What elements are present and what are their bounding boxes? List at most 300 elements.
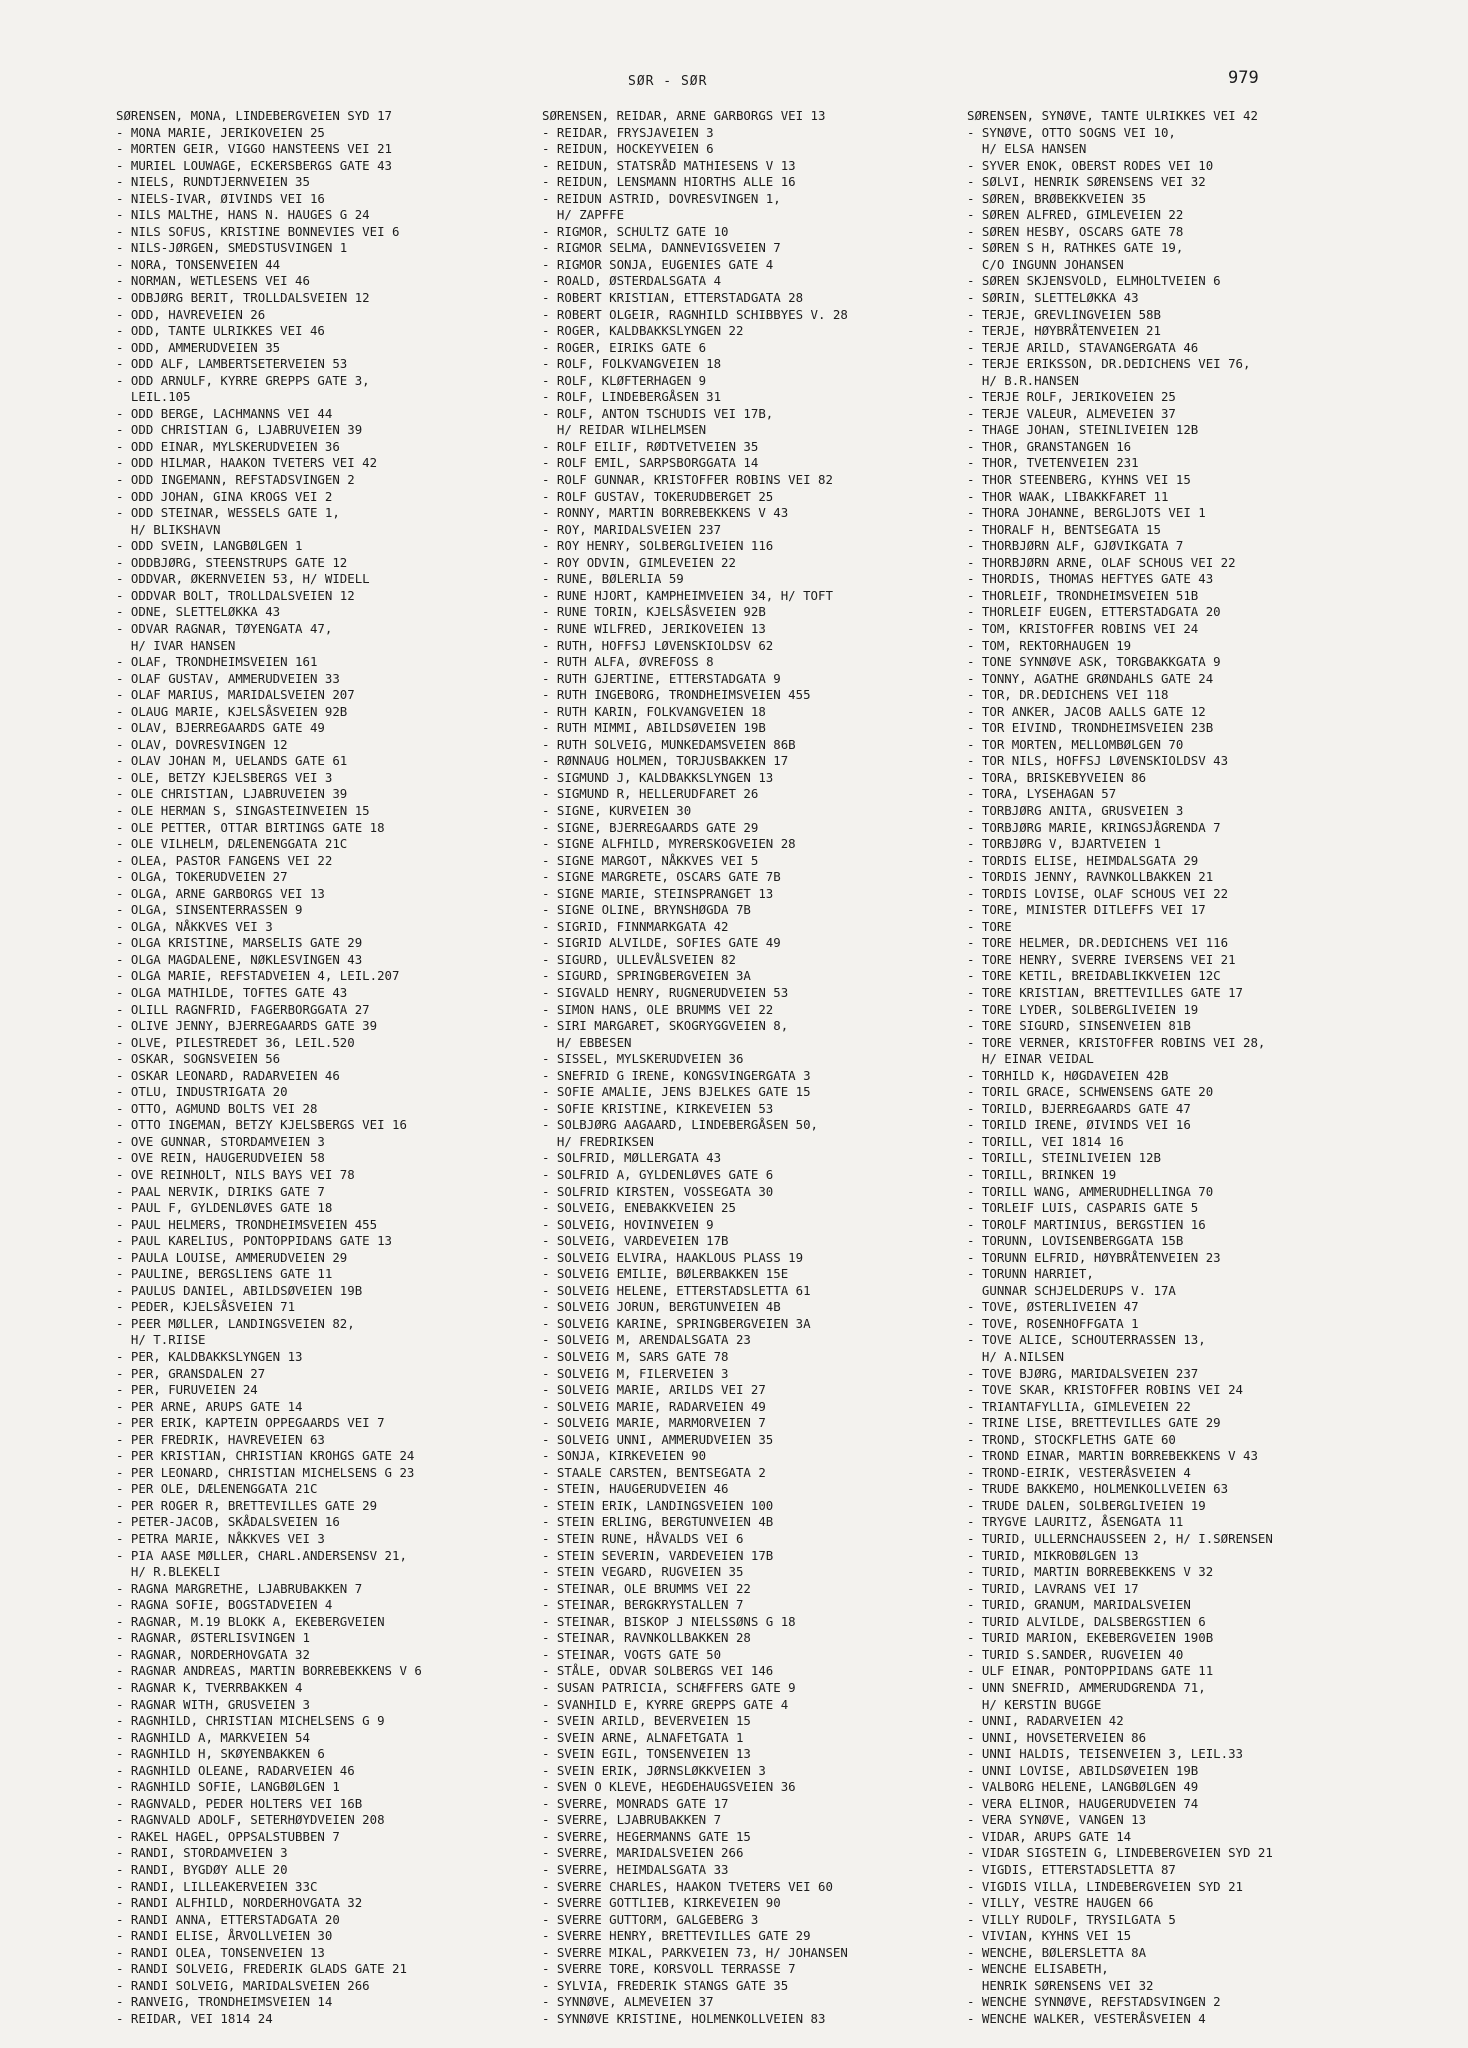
directory-entry: - OLGA MATHILDE, TOFTES GATE 43	[116, 984, 348, 1000]
directory-entry: - TOVE, ØSTERLIVEIEN 47	[967, 1299, 1139, 1315]
directory-entry: - SVERRE, HEIMDALSGATA 33	[542, 1861, 729, 1877]
directory-entry: - SIGNE MARGOT, NÅKKVES VEI 5	[542, 852, 759, 868]
directory-entry: - TERJE ERIKSSON, DR.DEDICHENS VEI 76,	[967, 356, 1251, 372]
directory-entry: - SYLVIA, FREDERIK STANGS GATE 35	[542, 1977, 789, 1993]
directory-entry: - SIGURD, SPRINGBERGVEIEN 3A	[542, 968, 751, 984]
directory-entry: - TORILD IRENE, ØIVINDS VEI 16	[967, 1117, 1191, 1133]
directory-entry: - TOR, DR.DEDICHENS VEI 118	[967, 687, 1169, 703]
directory-entry: - SVERRE, MARIDALSVEIEN 266	[542, 1845, 744, 1861]
directory-entry: - TERJE VALEUR, ALMEVEIEN 37	[967, 405, 1176, 421]
directory-entry: - SØREN, BRØBEKKVEIEN 35	[967, 190, 1147, 206]
directory-entry: - TORE LYDER, SOLBERGLIVEIEN 19	[967, 1001, 1199, 1017]
directory-entry: - ODD JOHAN, GINA KROGS VEI 2	[116, 488, 333, 504]
directory-column-1	[116, 108, 422, 2027]
directory-entry: - ROGER, KALDBAKKSLYNGEN 22	[542, 323, 744, 339]
directory-entry: - THOR, TVETENVEIEN 231	[967, 455, 1139, 471]
directory-entry: - TRUDE BAKKEMO, HOLMENKOLLVEIEN 63	[967, 1481, 1229, 1497]
directory-entry: - THORA JOHANNE, BERGLJOTS VEI 1	[967, 505, 1206, 521]
directory-entry: - UNNI LOVISE, ABILDSØVEIEN 19B	[967, 1762, 1199, 1778]
directory-entry: - TRUDE DALEN, SOLBERGLIVEIEN 19	[967, 1497, 1206, 1513]
directory-entry: - NORA, TONSENVEIEN 44	[116, 256, 281, 272]
directory-entry: - SYNNØVE KRISTINE, HOLMENKOLLVEIEN 83	[542, 2010, 826, 2026]
directory-entry: - SYNNØVE, ALMEVEIEN 37	[542, 1994, 714, 2010]
directory-entry: - ROLF EILIF, RØDTVETVEIEN 35	[542, 438, 759, 454]
directory-entry: - THAGE JOHAN, STEINLIVEIEN 12B	[967, 422, 1199, 438]
directory-entry: - STAALE CARSTEN, BENTSEGATA 2	[542, 1464, 766, 1480]
directory-entry: - RANDI, STORDAMVEIEN 3	[116, 1845, 288, 1861]
directory-entry: - TORE HELMER, DR.DEDICHENS VEI 116	[967, 935, 1229, 951]
directory-entry: - STEIN VEGARD, RUGVEIEN 35	[542, 1564, 744, 1580]
directory-entry: - UNNI, RADARVEIEN 42	[967, 1713, 1124, 1729]
directory-entry: - OLEA, PASTOR FANGENS VEI 22	[116, 852, 333, 868]
directory-entry: - TERJE ARILD, STAVANGERGATA 46	[967, 339, 1199, 355]
directory-entry: - SØREN S H, RATHKES GATE 19,	[967, 240, 1184, 256]
directory-entry: - UNNI, HOVSETERVEIEN 86	[967, 1729, 1147, 1745]
directory-entry: - PER, FURUVEIEN 24	[116, 1382, 258, 1398]
directory-entry: - VIDAR SIGSTEIN G, LINDEBERGVEIEN SYD 21	[967, 1845, 1273, 1861]
directory-entry: - VERA SYNØVE, VANGEN 13	[967, 1812, 1147, 1828]
directory-entry: - THOR STEENBERG, KYHNS VEI 15	[967, 472, 1191, 488]
directory-entry: - PETER-JACOB, SKÅDALSVEIEN 16	[116, 1514, 340, 1530]
directory-entry: - REIDUN, STATSRÅD MATHIESENS V 13	[542, 157, 796, 173]
directory-entry: - RIGMOR SELMA, DANNEVIGSVEIEN 7	[542, 240, 781, 256]
directory-entry: - TOVE SKAR, KRISTOFFER ROBINS VEI 24	[967, 1382, 1244, 1398]
directory-entry: - TORLEIF LUIS, CASPARIS GATE 5	[967, 1200, 1199, 1216]
directory-entry: - SØRIN, SLETTELØKKA 43	[967, 290, 1139, 306]
directory-entry: - SOLVEIG, HOVINVEIEN 9	[542, 1216, 714, 1232]
directory-entry: - TURID, GRANUM, MARIDALSVEIEN	[967, 1597, 1191, 1613]
directory-entry: - THORALF H, BENTSEGATA 15	[967, 521, 1161, 537]
directory-entry: - SVERRE, MONRADS GATE 17	[542, 1795, 729, 1811]
directory-entry: - REIDUN, HOCKEYVEIEN 6	[542, 141, 714, 157]
directory-entry: - SONJA, KIRKEVEIEN 90	[542, 1448, 707, 1464]
directory-entry: - ROLF, ANTON TSCHUDIS VEI 17B,	[542, 405, 774, 421]
directory-entry: - OLE VILHELM, DÆLENENGGATA 21C	[116, 836, 348, 852]
directory-entry: - PER ROGER R, BRETTEVILLES GATE 29	[116, 1497, 378, 1513]
directory-entry: - SIGNE ALFHILD, MYRERSKOGVEIEN 28	[542, 836, 796, 852]
directory-entry: - SVERRE HENRY, BRETTEVILLES GATE 29	[542, 1928, 811, 1944]
directory-entry: - VERA ELINOR, HAUGERUDVEIEN 74	[967, 1795, 1199, 1811]
directory-entry: - RAGNAR WITH, GRUSVEIEN 3	[116, 1696, 310, 1712]
directory-entry: - RANDI OLEA, TONSENVEIEN 13	[116, 1944, 325, 1960]
directory-entry: - OLE, BETZY KJELSBERGS VEI 3	[116, 769, 333, 785]
directory-entry: - SIGVALD HENRY, RUGNERUDVEIEN 53	[542, 984, 789, 1000]
directory-entry: - SIGRID, FINNMARKGATA 42	[542, 918, 729, 934]
directory-entry: - ULF EINAR, PONTOPPIDANS GATE 11	[967, 1663, 1214, 1679]
directory-entry: - ROLF, KLØFTERHAGEN 9	[542, 372, 707, 388]
directory-entry: - TERJE ROLF, JERIKOVEIEN 25	[967, 389, 1176, 405]
directory-entry: - THORLEIF EUGEN, ETTERSTADGATA 20	[967, 604, 1221, 620]
directory-entry: - SVERRE, LJABRUBAKKEN 7	[542, 1812, 722, 1828]
directory-entry: - NORMAN, WETLESENS VEI 46	[116, 273, 310, 289]
directory-entry: - SOLBJØRG AAGAARD, LINDEBERGÅSEN 50,	[542, 1117, 819, 1133]
directory-entry: - ROALD, ØSTERDALSGATA 4	[542, 273, 722, 289]
directory-entry: - RUTH ALFA, ØVREFOSS 8	[542, 654, 714, 670]
directory-entry: - ODD STEINAR, WESSELS GATE 1,	[116, 505, 340, 521]
directory-entry: - TOR MORTEN, MELLOMBØLGEN 70	[967, 736, 1184, 752]
directory-entry: - PETRA MARIE, NÅKKVES VEI 3	[116, 1531, 325, 1547]
directory-entry: - TORBJØRG MARIE, KRINGSJÅGRENDA 7	[967, 819, 1221, 835]
directory-entry: - OLGA, SINSENTERRASSEN 9	[116, 902, 303, 918]
directory-entry: - REIDUN, LENSMANN HIORTHS ALLE 16	[542, 174, 796, 190]
directory-entry: - VIGDIS, ETTERSTADSLETTA 87	[967, 1861, 1176, 1877]
directory-entry: - OTTO INGEMAN, BETZY KJELSBERGS VEI 16	[116, 1117, 407, 1133]
directory-entry: - VIGDIS VILLA, LINDEBERGVEIEN SYD 21	[967, 1878, 1244, 1894]
directory-entry: - NILS MALTHE, HANS N. HAUGES G 24	[116, 207, 370, 223]
directory-entry: C/O INGUNN JOHANSEN	[967, 256, 1124, 272]
directory-entry: - OTLU, INDUSTRIGATA 20	[116, 1084, 288, 1100]
directory-entry: - RAGNHILD H, SKØYENBAKKEN 6	[116, 1746, 325, 1762]
directory-entry: SØRENSEN, SYNØVE, TANTE ULRIKKES VEI 42	[967, 108, 1258, 123]
directory-entry: - SØREN HESBY, OSCARS GATE 78	[967, 223, 1184, 239]
directory-entry: - TORILL WANG, AMMERUDHELLINGA 70	[967, 1183, 1214, 1199]
directory-entry: - OLAV, BJERREGAARDS GATE 49	[116, 720, 325, 736]
directory-entry: - RANDI ANNA, ETTERSTADGATA 20	[116, 1911, 340, 1927]
directory-entry: - TONE SYNNØVE ASK, TORGBAKKGATA 9	[967, 654, 1221, 670]
directory-entry: - ROLF, LINDEBERGÅSEN 31	[542, 389, 722, 405]
page-number: 979	[1228, 68, 1259, 88]
directory-entry: - TURID, MARTIN BORREBEKKENS V 32	[967, 1564, 1214, 1580]
directory-entry: H/ ZAPFFE	[542, 207, 625, 223]
directory-entry: - MONA MARIE, JERIKOVEIEN 25	[116, 124, 325, 140]
directory-entry: - ODDBJØRG, STEENSTRUPS GATE 12	[116, 554, 348, 570]
directory-entry: - TROND, STOCKFLETHS GATE 60	[967, 1431, 1176, 1447]
directory-entry: - TORHILD K, HØGDAVEIEN 42B	[967, 1067, 1169, 1083]
directory-entry: - OLGA MARIE, REFSTADVEIEN 4, LEIL.207	[116, 968, 400, 984]
directory-entry: - ODD, AMMERUDVEIEN 35	[116, 339, 281, 355]
directory-entry: - OVE REINHOLT, NILS BAYS VEI 78	[116, 1167, 355, 1182]
directory-entry: - RUTH INGEBORG, TRONDHEIMSVEIEN 455	[542, 687, 811, 703]
directory-entry: - OLVE, PILESTREDET 36, LEIL.520	[116, 1034, 355, 1050]
directory-entry: - RUTH GJERTINE, ETTERSTADGATA 9	[542, 670, 781, 686]
directory-entry: - SVERRE CHARLES, HAAKON TVETERS VEI 60	[542, 1878, 833, 1894]
directory-entry: - TERJE, GREVLINGVEIEN 58B	[967, 306, 1161, 322]
directory-entry: - SOFIE KRISTINE, KIRKEVEIEN 53	[542, 1100, 774, 1116]
directory-entry: - SOLFRID, MØLLERGATA 43	[542, 1150, 722, 1166]
directory-entry: - THOR WAAK, LIBAKKFARET 11	[967, 488, 1169, 504]
directory-entry: - TORA, LYSEHAGAN 57	[967, 786, 1117, 802]
directory-entry: - OLAUG MARIE, KJELSÅSVEIEN 92B	[116, 703, 348, 719]
directory-entry: - ROLF GUSTAV, TOKERUDBERGET 25	[542, 488, 774, 504]
directory-entry: - RAGNVALD ADOLF, SETERHØYDVEIEN 208	[116, 1812, 385, 1828]
directory-entry: - TORIL GRACE, SCHWENSENS GATE 20	[967, 1084, 1214, 1100]
directory-entry: - TORUNN ELFRID, HØYBRÅTENVEIEN 23	[967, 1249, 1221, 1265]
directory-entry: - TORE	[967, 918, 1012, 934]
directory-entry: - SOLVEIG EMILIE, BØLERBAKKEN 15E	[542, 1266, 789, 1282]
directory-entry: - PAULA LOUISE, AMMERUDVEIEN 29	[116, 1249, 348, 1265]
directory-entry: - ODD INGEMANN, REFSTADSVINGEN 2	[116, 472, 355, 488]
directory-entry: - SIGNE MARGRETE, OSCARS GATE 7B	[542, 869, 781, 885]
directory-entry: - SØLVI, HENRIK SØRENSENS VEI 32	[967, 174, 1206, 190]
directory-entry: - SUSAN PATRICIA, SCHÆFFERS GATE 9	[542, 1679, 796, 1695]
directory-entry: - TORBJØRG V, BJARTVEIEN 1	[967, 836, 1161, 852]
directory-entry: - MURIEL LOUWAGE, ECKERSBERGS GATE 43	[116, 157, 393, 173]
directory-entry: - OSKAR LEONARD, RADARVEIEN 46	[116, 1067, 340, 1083]
directory-entry: - ODBJØRG BERIT, TROLLDALSVEIEN 12	[116, 290, 370, 306]
directory-entry: - SIGURD, ULLEVÅLSVEIEN 82	[542, 951, 736, 967]
directory-entry: - NIELS, RUNDTJERNVEIEN 35	[116, 174, 310, 190]
directory-entry: - UNNI HALDIS, TEISENVEIEN 3, LEIL.33	[967, 1746, 1244, 1762]
directory-entry: - RAGNVALD, PEDER HOLTERS VEI 16B	[116, 1795, 363, 1811]
directory-entry: - PAUL KARELIUS, PONTOPPIDANS GATE 13	[116, 1233, 393, 1249]
directory-entry: - SIGMUND J, KALDBAKKSLYNGEN 13	[542, 769, 774, 785]
directory-entry: - OLGA KRISTINE, MARSELIS GATE 29	[116, 935, 363, 951]
directory-entry: - SOLVEIG ELVIRA, HAAKLOUS PLASS 19	[542, 1249, 804, 1265]
directory-entry: - ODVAR RAGNAR, TØYENGATA 47,	[116, 620, 333, 636]
directory-entry: - SIGMUND R, HELLERUDFARET 26	[542, 786, 759, 802]
directory-entry: - SVEIN ARNE, ALNAFETGATA 1	[542, 1729, 744, 1745]
directory-entry: - TURID, LAVRANS VEI 17	[967, 1580, 1139, 1596]
directory-entry: - SIGNE MARIE, STEINSPRANGET 13	[542, 885, 774, 901]
directory-entry: - RUNE HJORT, KAMPHEIMVEIEN 34, H/ TOFT	[542, 587, 833, 603]
directory-entry: - WENCHE, BØLERSLETTA 8A	[967, 1944, 1147, 1960]
directory-entry: - VILLY RUDOLF, TRYSILGATA 5	[967, 1911, 1176, 1927]
directory-entry: - SIGNE OLINE, BRYNSHØGDA 7B	[542, 902, 751, 918]
directory-entry: - THORLEIF, TRONDHEIMSVEIEN 51B	[967, 587, 1199, 603]
directory-entry: - PAUL F, GYLDENLØVES GATE 18	[116, 1200, 333, 1216]
directory-entry: - NILS SOFUS, KRISTINE BONNEVIES VEI 6	[116, 223, 400, 239]
directory-entry: - SOLVEIG, VARDEVEIEN 17B	[542, 1233, 729, 1249]
directory-entry: - WENCHE WALKER, VESTERÅSVEIEN 4	[967, 2010, 1206, 2026]
directory-entry: - PER FREDRIK, HAVREVEIEN 63	[116, 1431, 325, 1447]
directory-entry: SØRENSEN, REIDAR, ARNE GARBORGS VEI 13	[542, 108, 826, 123]
directory-entry: - OLIVE JENNY, BJERREGAARDS GATE 39	[116, 1018, 378, 1034]
directory-entry: - SØREN ALFRED, GIMLEVEIEN 22	[967, 207, 1184, 223]
directory-entry: - SVEIN EGIL, TONSENVEIEN 13	[542, 1746, 751, 1762]
directory-entry: LEIL.105	[116, 389, 191, 405]
directory-entry: - TURID, ULLERNCHAUSSEEN 2, H/ I.SØRENSEN	[967, 1531, 1273, 1547]
directory-entry: - TORE, MINISTER DITLEFFS VEI 17	[967, 902, 1206, 918]
directory-entry: - SOLVEIG MARIE, MARMORVEIEN 7	[542, 1415, 766, 1431]
directory-entry: - TORBJØRG ANITA, GRUSVEIEN 3	[967, 802, 1184, 818]
directory-entry: - RANDI ALFHILD, NORDERHOVGATA 32	[116, 1895, 363, 1911]
directory-entry: - RAGNHILD OLEANE, RADARVEIEN 46	[116, 1762, 355, 1778]
directory-entry: - PER, KALDBAKKSLYNGEN 13	[116, 1349, 303, 1365]
directory-entry: H/ R.BLEKELI	[116, 1564, 221, 1580]
directory-entry: - REIDAR, FRYSJAVEIEN 3	[542, 124, 714, 140]
directory-entry: - ROBERT KRISTIAN, ETTERSTADGATA 28	[542, 290, 804, 306]
directory-entry: - ODD, TANTE ULRIKKES VEI 46	[116, 323, 325, 339]
directory-entry: - SOLVEIG, ENEBAKKVEIEN 25	[542, 1200, 736, 1216]
directory-entry: - SOLVEIG HELENE, ETTERSTADSLETTA 61	[542, 1282, 811, 1298]
directory-entry: - STEIN SEVERIN, VARDEVEIEN 17B	[542, 1547, 774, 1563]
directory-entry: - STEINAR, BISKOP J NIELSSØNS G 18	[542, 1613, 796, 1629]
directory-entry: - RIGMOR SONJA, EUGENIES GATE 4	[542, 256, 774, 272]
directory-entry: - TORE HENRY, SVERRE IVERSENS VEI 21	[967, 951, 1236, 967]
directory-entry: - ROY ODVIN, GIMLEVEIEN 22	[542, 554, 736, 570]
directory-entry: - RAGNA SOFIE, BOGSTADVEIEN 4	[116, 1597, 333, 1613]
directory-entry: - OSKAR, SOGNSVEIEN 56	[116, 1051, 281, 1067]
directory-entry: HENRIK SØRENSENS VEI 32	[967, 1977, 1154, 1993]
directory-entry: - UNN SNEFRID, AMMERUDGRENDA 71,	[967, 1679, 1206, 1695]
directory-entry: - TORDIS JENNY, RAVNKOLLBAKKEN 21	[967, 869, 1214, 885]
directory-entry: - SVERRE TORE, KORSVOLL TERRASSE 7	[542, 1961, 796, 1977]
directory-entry: - RUTH, HOFFSJ LØVENSKIOLDSV 62	[542, 637, 774, 653]
directory-entry: - SIRI MARGARET, SKOGRYGGVEIEN 8,	[542, 1018, 789, 1034]
directory-entry: - SVEIN ARILD, BEVERVEIEN 15	[542, 1713, 751, 1729]
directory-entry: - PER ERIK, KAPTEIN OPPEGAARDS VEI 7	[116, 1415, 385, 1431]
directory-entry: - NILS-JØRGEN, SMEDSTUSVINGEN 1	[116, 240, 348, 256]
directory-entry: - VILLY, VESTRE HAUGEN 66	[967, 1895, 1154, 1911]
directory-entry: - ODD ARNULF, KYRRE GREPPS GATE 3,	[116, 372, 370, 388]
directory-entry: - RANDI ELISE, ÅRVOLLVEIEN 30	[116, 1928, 333, 1944]
directory-entry: - RAGNHILD SOFIE, LANGBØLGEN 1	[116, 1779, 340, 1795]
directory-entry: - OLGA, ARNE GARBORGS VEI 13	[116, 885, 325, 901]
directory-entry: - TORILL, BRINKEN 19	[967, 1167, 1117, 1182]
directory-entry: - TOVE, ROSENHOFFGATA 1	[967, 1315, 1139, 1331]
directory-entry: - PER ARNE, ARUPS GATE 14	[116, 1398, 303, 1414]
directory-entry: - TOR EIVIND, TRONDHEIMSVEIEN 23B	[967, 720, 1214, 736]
directory-entry: - RANDI SOLVEIG, MARIDALSVEIEN 266	[116, 1977, 370, 1993]
directory-entry: - STEINAR, BERGKRYSTALLEN 7	[542, 1597, 744, 1613]
directory-entry: - THORBJØRN ALF, GJØVIKGATA 7	[967, 538, 1184, 554]
directory-entry: H/ A.NILSEN	[967, 1349, 1064, 1365]
directory-entry: - SOLFRID A, GYLDENLØVES GATE 6	[542, 1167, 774, 1182]
directory-entry: - STEIN ERLING, BERGTUNVEIEN 4B	[542, 1514, 774, 1530]
directory-entry: - SVANHILD E, KYRRE GREPPS GATE 4	[542, 1696, 789, 1712]
directory-entry: - RAGNHILD A, MARKVEIEN 54	[116, 1729, 310, 1745]
directory-entry: - SISSEL, MYLSKERUDVEIEN 36	[542, 1051, 744, 1067]
directory-entry: - TORUNN HARRIET,	[967, 1266, 1094, 1282]
directory-entry: H/ EINAR VEIDAL	[967, 1051, 1094, 1067]
directory-entry: - RAGNAR, NORDERHOVGATA 32	[116, 1646, 310, 1662]
directory-entry: - RAGNAR, M.19 BLOKK A, EKEBERGVEIEN	[116, 1613, 385, 1629]
directory-entry: - SIGNE, KURVEIEN 30	[542, 802, 692, 818]
page-header-title: SØR - SØR	[628, 74, 708, 89]
directory-entry: - OLAV JOHAN M, UELANDS GATE 61	[116, 753, 348, 769]
directory-entry: - TORILL, VEI 1814 16	[967, 1133, 1124, 1149]
directory-entry: - TRYGVE LAURITZ, ÅSENGATA 11	[967, 1514, 1184, 1530]
directory-entry: H/ BLIKSHAVN	[116, 521, 221, 537]
directory-entry: - RAGNA MARGRETHE, LJABRUBAKKEN 7	[116, 1580, 363, 1596]
directory-entry: - SVEIN ERIK, JØRNSLØKKVEIEN 3	[542, 1762, 766, 1778]
directory-entry: - SOLVEIG KARINE, SPRINGBERGVEIEN 3A	[542, 1315, 811, 1331]
directory-entry: - ODDVAR BOLT, TROLLDALSVEIEN 12	[116, 587, 355, 603]
directory-entry: - SYVER ENOK, OBERST RODES VEI 10	[967, 157, 1214, 173]
directory-entry: - OVE GUNNAR, STORDAMVEIEN 3	[116, 1133, 325, 1149]
directory-entry: - THORDIS, THOMAS HEFTYES GATE 43	[967, 571, 1214, 587]
directory-entry: - SOLVEIG M, FILERVEIEN 3	[542, 1365, 729, 1381]
directory-entry: - STEIN, HAUGERUDVEIEN 46	[542, 1481, 729, 1497]
directory-entry: H/ IVAR HANSEN	[116, 637, 236, 653]
directory-entry: - PEER MØLLER, LANDINGSVEIEN 82,	[116, 1315, 355, 1331]
directory-entry: - TOR NILS, HOFFSJ LØVENSKIOLDSV 43	[967, 753, 1229, 769]
directory-entry: - OLAF, TRONDHEIMSVEIEN 161	[116, 654, 318, 670]
directory-entry: - STEIN RUNE, HÅVALDS VEI 6	[542, 1531, 744, 1547]
directory-entry: - ODD ALF, LAMBERTSETERVEIEN 53	[116, 356, 348, 372]
directory-entry: - SIGRID ALVILDE, SOFIES GATE 49	[542, 935, 781, 951]
directory-entry: - OLE PETTER, OTTAR BIRTINGS GATE 18	[116, 819, 385, 835]
directory-entry: - SOLVEIG MARIE, ARILDS VEI 27	[542, 1382, 766, 1398]
directory-entry: - OLE HERMAN S, SINGASTEINVEIEN 15	[116, 802, 370, 818]
directory-entry: SØRENSEN, MONA, LINDEBERGVEIEN SYD 17	[116, 108, 393, 123]
directory-entry: - RØNNAUG HOLMEN, TORJUSBAKKEN 17	[542, 753, 789, 769]
directory-entry: - ROY, MARIDALSVEIEN 237	[542, 521, 722, 537]
directory-entry: - RUNE, BØLERLIA 59	[542, 571, 684, 587]
directory-entry: - SØREN SKJENSVOLD, ELMHOLTVEIEN 6	[967, 273, 1221, 289]
directory-entry: - VALBORG HELENE, LANGBØLGEN 49	[967, 1779, 1199, 1795]
directory-entry: - RAGNHILD, CHRISTIAN MICHELSENS G 9	[116, 1713, 385, 1729]
directory-entry: - OLILL RAGNFRID, FAGERBORGGATA 27	[116, 1001, 370, 1017]
directory-entry: - TROND-EIRIK, VESTERÅSVEIEN 4	[967, 1464, 1191, 1480]
directory-entry: - OVE REIN, HAUGERUDVEIEN 58	[116, 1150, 325, 1166]
directory-entry: - TURID MARION, EKEBERGVEIEN 190B	[967, 1630, 1214, 1646]
directory-entry: - STEINAR, RAVNKOLLBAKKEN 28	[542, 1630, 751, 1646]
directory-entry: - RUNE TORIN, KJELSÅSVEIEN 92B	[542, 604, 766, 620]
directory-entry: - NIELS-IVAR, ØIVINDS VEI 16	[116, 190, 325, 206]
directory-entry: - PER, GRANSDALEN 27	[116, 1365, 266, 1381]
directory-entry: - TRIANTAFYLLIA, GIMLEVEIEN 22	[967, 1398, 1191, 1414]
directory-entry: - OLGA, TOKERUDVEIEN 27	[116, 869, 288, 885]
directory-entry: - TORDIS ELISE, HEIMDALSGATA 29	[967, 852, 1199, 868]
directory-entry: - SIGNE, BJERREGAARDS GATE 29	[542, 819, 759, 835]
directory-entry: - PER LEONARD, CHRISTIAN MICHELSENS G 23	[116, 1464, 415, 1480]
directory-entry: - TORE KETIL, BREIDABLIKKVEIEN 12C	[967, 968, 1221, 984]
directory-entry: - TURID, MIKROBØLGEN 13	[967, 1547, 1139, 1563]
directory-entry: H/ REIDAR WILHELMSEN	[542, 422, 707, 438]
directory-entry: - VIDAR, ARUPS GATE 14	[967, 1828, 1132, 1844]
directory-entry: - ROLF, FOLKVANGVEIEN 18	[542, 356, 722, 372]
directory-column-2	[542, 108, 848, 2027]
directory-entry: - ODD SVEIN, LANGBØLGEN 1	[116, 538, 303, 554]
directory-entry: - SOFIE AMALIE, JENS BJELKES GATE 15	[542, 1084, 811, 1100]
directory-entry: - TOM, KRISTOFFER ROBINS VEI 24	[967, 620, 1199, 636]
directory-entry: - SOLVEIG M, ARENDALSGATA 23	[542, 1332, 751, 1348]
directory-entry: - TERJE, HØYBRÅTENVEIEN 21	[967, 323, 1161, 339]
directory-entry: - RAKEL HAGEL, OPPSALSTUBBEN 7	[116, 1828, 340, 1844]
directory-entry: - RANDI SOLVEIG, FREDERIK GLADS GATE 21	[116, 1961, 407, 1977]
directory-entry: - SVERRE GOTTLIEB, KIRKEVEIEN 90	[542, 1895, 781, 1911]
directory-entry: - RUTH MIMMI, ABILDSØVEIEN 19B	[542, 720, 766, 736]
directory-entry: - TORUNN, LOVISENBERGGATA 15B	[967, 1233, 1184, 1249]
directory-entry: - SIMON HANS, OLE BRUMMS VEI 22	[542, 1001, 774, 1017]
directory-entry: - TOVE BJØRG, MARIDALSVEIEN 237	[967, 1365, 1199, 1381]
directory-entry: - OLGA, NÅKKVES VEI 3	[116, 918, 273, 934]
directory-entry: - SOLVEIG M, SARS GATE 78	[542, 1349, 729, 1365]
directory-entry: - SOLVEIG MARIE, RADARVEIEN 49	[542, 1398, 766, 1414]
directory-entry: - SNEFRID G IRENE, KONGSVINGERGATA 3	[542, 1067, 811, 1083]
directory-entry: - SOLFRID KIRSTEN, VOSSEGATA 30	[542, 1183, 774, 1199]
directory-entry: - RAGNAR K, TVERRBAKKEN 4	[116, 1679, 303, 1695]
directory-entry: - ODNE, SLETTELØKKA 43	[116, 604, 281, 620]
directory-entry: - REIDUN ASTRID, DOVRESVINGEN 1,	[542, 190, 781, 206]
directory-entry: - TORE SIGURD, SINSENVEIEN 81B	[967, 1018, 1191, 1034]
directory-entry: - RANDI, BYGDØY ALLE 20	[116, 1861, 288, 1877]
directory-entry: - SVERRE, HEGERMANNS GATE 15	[542, 1828, 751, 1844]
directory-entry: - RIGMOR, SCHULTZ GATE 10	[542, 223, 729, 239]
directory-entry: - ODD CHRISTIAN G, LJABRUVEIEN 39	[116, 422, 363, 438]
directory-entry: - PAULUS DANIEL, ABILDSØVEIEN 19B	[116, 1282, 363, 1298]
directory-entry: - SOLVEIG JORUN, BERGTUNVEIEN 4B	[542, 1299, 781, 1315]
directory-entry: - THOR, GRANSTANGEN 16	[967, 438, 1132, 454]
directory-entry: - RUTH SOLVEIG, MUNKEDAMSVEIEN 86B	[542, 736, 796, 752]
directory-entry: - ODDVAR, ØKERNVEIEN 53, H/ WIDELL	[116, 571, 370, 587]
directory-entry: - SVERRE GUTTORM, GALGEBERG 3	[542, 1911, 759, 1927]
directory-entry: - TONNY, AGATHE GRØNDAHLS GATE 24	[967, 670, 1214, 686]
directory-entry: - TROND EINAR, MARTIN BORREBEKKENS V 43	[967, 1448, 1258, 1464]
directory-entry: - ROLF EMIL, SARPSBORGGATA 14	[542, 455, 759, 471]
directory-entry: H/ B.R.HANSEN	[967, 372, 1079, 388]
directory-entry: - WENCHE SYNNØVE, REFSTADSVINGEN 2	[967, 1994, 1221, 2010]
directory-entry: H/ FREDRIKSEN	[542, 1133, 654, 1149]
directory-entry: GUNNAR SCHJELDERUPS V. 17A	[967, 1282, 1176, 1298]
directory-entry: H/ KERSTIN BUGGE	[967, 1696, 1102, 1712]
directory-entry: - PAUL HELMERS, TRONDHEIMSVEIEN 455	[116, 1216, 378, 1232]
directory-entry: - ROGER, EIRIKS GATE 6	[542, 339, 707, 355]
directory-entry: - RANDI, LILLEAKERVEIEN 33C	[116, 1878, 318, 1894]
directory-entry: - TURID S.SANDER, RUGVEIEN 40	[967, 1646, 1184, 1662]
directory-entry: - TORE KRISTIAN, BRETTEVILLES GATE 17	[967, 984, 1244, 1000]
